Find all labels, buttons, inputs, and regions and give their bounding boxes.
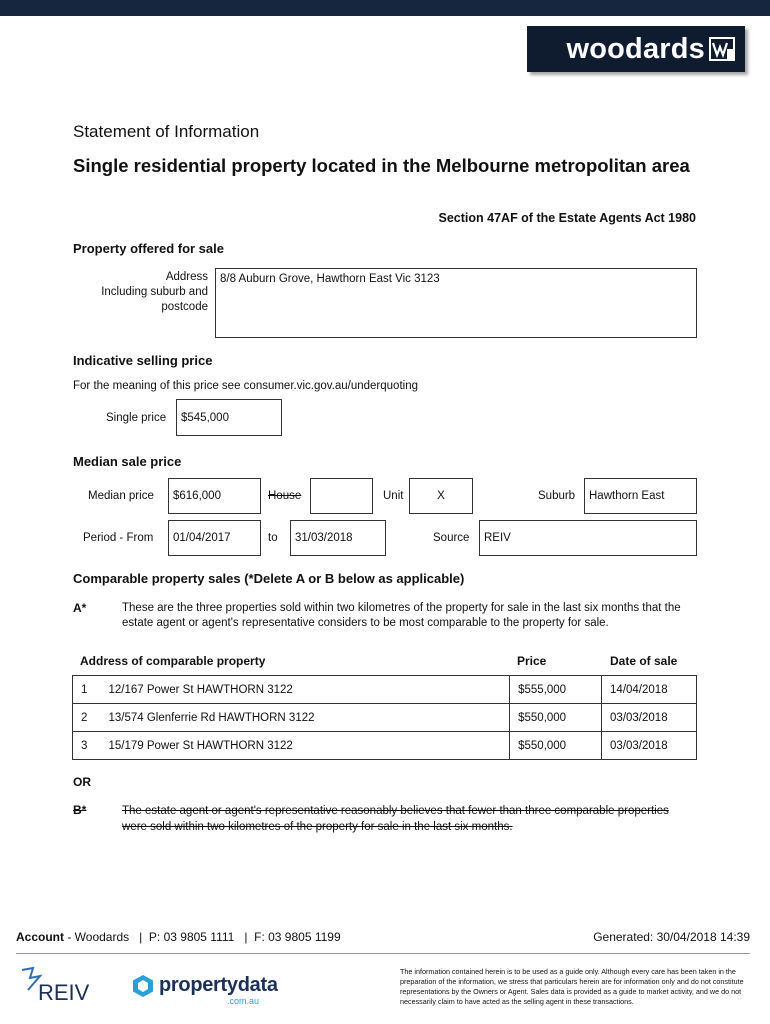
row-date: 03/03/2018: [602, 732, 697, 760]
address-label: [60, 270, 208, 315]
row-price: $555,000: [510, 676, 602, 704]
row-date: 03/03/2018: [602, 704, 697, 732]
period-from-label: Period - From: [83, 532, 154, 544]
propertydata-logo-text: propertydata: [159, 974, 278, 996]
period-from-field: 01/04/2017: [168, 520, 261, 556]
table-row: [73, 732, 697, 760]
account-label: Account: [16, 930, 64, 944]
period-to-field: 31/03/2018: [290, 520, 386, 556]
top-bar: [0, 0, 770, 16]
account-details: - Woodards | P: 03 9805 1111 | F: 03 9805 1199: [64, 930, 341, 944]
comparable-heading: Comparable property sales (*Delete A or B below as applicable): [73, 571, 465, 586]
row-address: 13/574 Glenferrie Rd HAWTHORN 3122: [100, 704, 509, 732]
row-number: 2: [73, 704, 101, 732]
address-field: 8/8 Auburn Grove, Hawthorn East Vic 3123: [215, 268, 697, 338]
row-number: 3: [73, 732, 101, 760]
median-heading: Median sale price: [73, 454, 182, 469]
median-price-field: $616,000: [168, 478, 261, 514]
column-date-header: Date of sale: [610, 654, 678, 668]
address-label-line-3: postcode: [161, 301, 208, 313]
property-heading: Property offered for sale: [73, 241, 224, 256]
option-a-marker: A*: [73, 601, 87, 615]
indicative-note: For the meaning of this price see consumer.vic.gov.au/underquoting: [73, 380, 418, 392]
document-title: Statement of Information: [73, 122, 260, 141]
section-reference: Section 47AF of the Estate Agents Act 1980: [438, 211, 696, 225]
row-address: 15/179 Power St HAWTHORN 3122: [100, 732, 509, 760]
row-number: 1: [73, 676, 101, 704]
house-label: House: [268, 490, 302, 502]
reiv-logo: [18, 966, 98, 1006]
woodards-logo: [527, 26, 745, 72]
generated-timestamp: Generated: 30/04/2018 14:39: [593, 930, 750, 944]
row-price: $550,000: [510, 732, 602, 760]
suburb-label: Suburb: [538, 490, 576, 502]
table-row: [73, 704, 697, 732]
propertydata-logo-domain: .com.au: [227, 996, 260, 1006]
indicative-heading: Indicative selling price: [73, 353, 213, 368]
column-address-header: Address of comparable property: [80, 654, 266, 668]
woodards-mark-icon: [709, 37, 735, 61]
option-b-text: The estate agent or agent's representative reasonably believes that fewer than three comparable properties were sold within two kilometres of the property for sale in the last six months.: [122, 805, 669, 833]
reiv-logo-text: REIV: [38, 980, 90, 1005]
address-label-line-1: Address: [165, 271, 208, 283]
propertydata-logo: [131, 972, 278, 1008]
row-price: $550,000: [510, 704, 602, 732]
option-a-text: These are the three properties sold within two kilometres of the property for sale in the last six months that the estate agent or agent's representative considers to be most comparable to the property for sale.: [122, 602, 681, 629]
comparable-table: [72, 675, 697, 760]
or-label: OR: [73, 775, 91, 789]
source-field: REIV: [479, 520, 697, 556]
option-b-marker: B*: [73, 803, 87, 817]
disclaimer: The information contained herein is to be used as a guide only. Although every care has been taken in the preparation of the information, we stress that particulars herein are for information only and do not constitute representations by the Owners or Agent. Sales data is provided as a guide to market activity, and we do not necessarily claim to have acted as the selling agent in these transactions.: [400, 967, 744, 1006]
table-row: [73, 676, 697, 704]
brand-name: woodards: [566, 32, 705, 65]
column-price-header: Price: [517, 654, 547, 668]
median-price-label: Median price: [88, 490, 154, 502]
row-date: 14/04/2018: [602, 676, 697, 704]
unit-field: X: [409, 478, 473, 514]
suburb-field: Hawthorn East: [584, 478, 697, 514]
unit-label: Unit: [383, 490, 404, 502]
single-price-label: Single price: [106, 412, 167, 424]
source-label: Source: [433, 532, 470, 544]
address-label-line-2: Including suburb and: [101, 286, 208, 298]
period-to-label: to: [268, 532, 278, 544]
single-price-field: $545,000: [176, 399, 282, 436]
footer-divider: [16, 953, 750, 954]
propertydata-hex-icon: [131, 974, 155, 998]
document-heading: Single residential property located in the Melbourne metropolitan area: [73, 155, 690, 176]
house-field: [310, 478, 373, 514]
row-address: 12/167 Power St HAWTHORN 3122: [100, 676, 509, 704]
footer-account: [16, 930, 341, 944]
